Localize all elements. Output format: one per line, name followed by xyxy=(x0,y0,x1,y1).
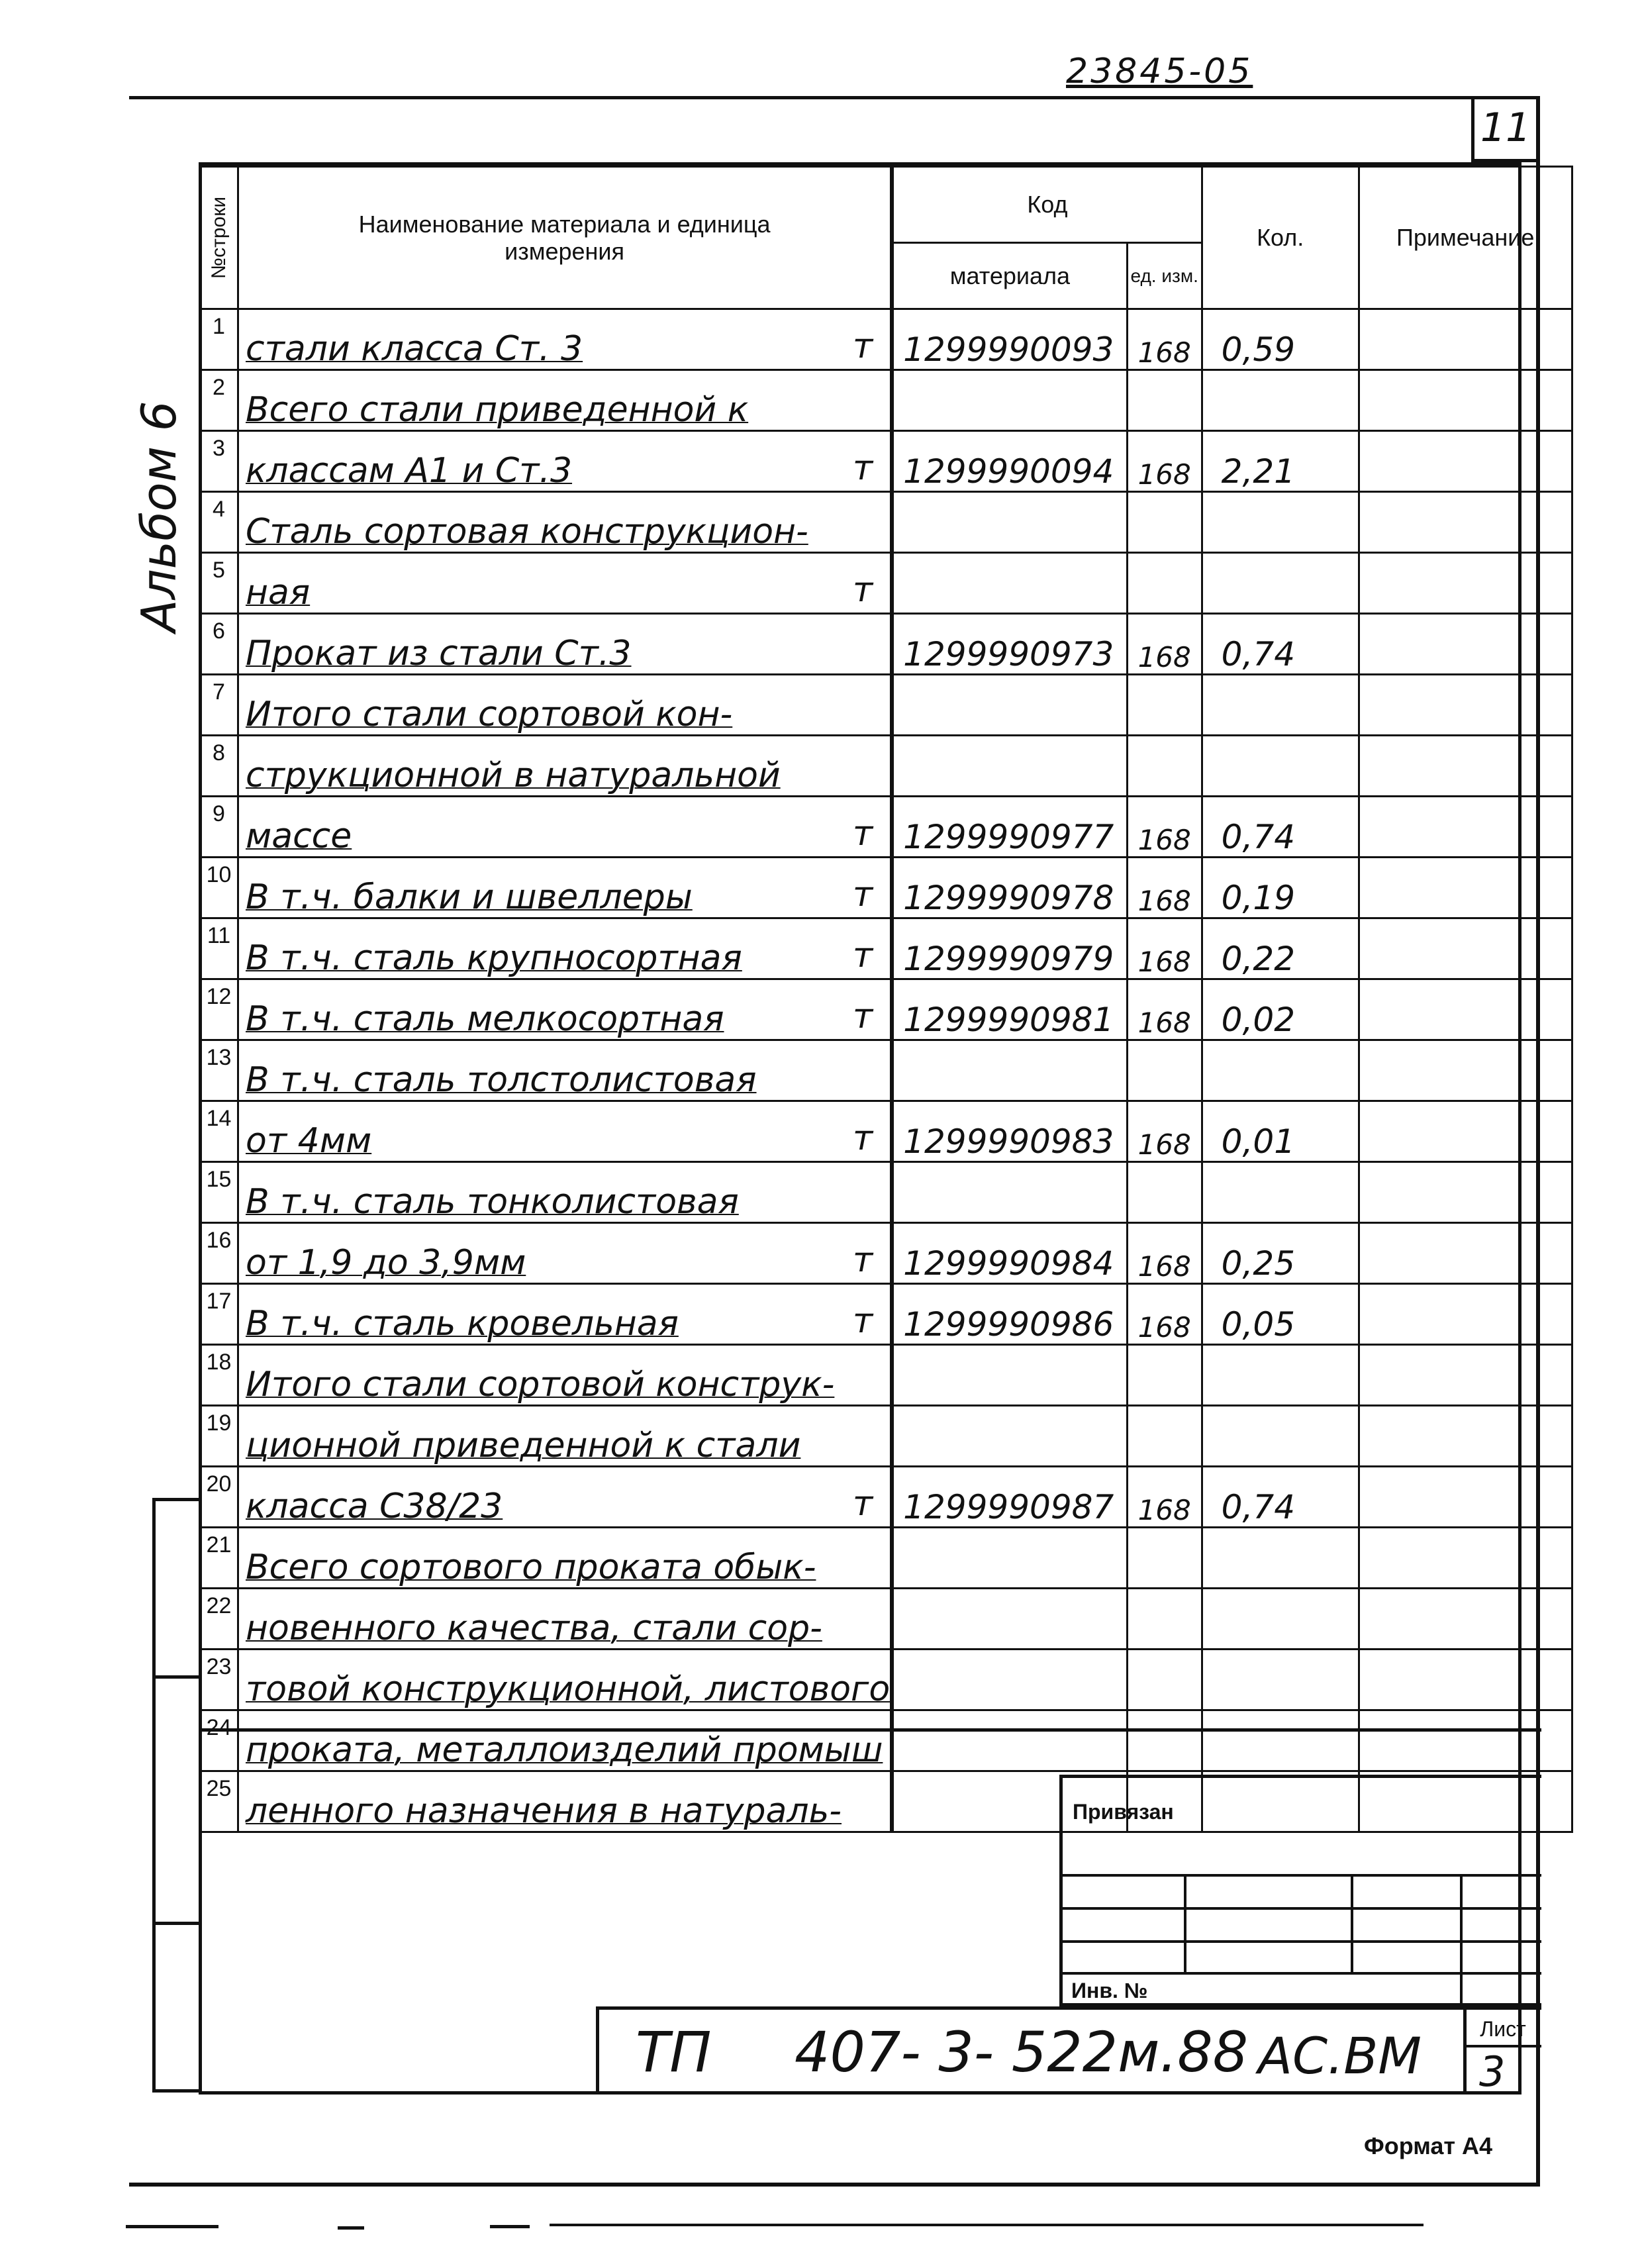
table-row xyxy=(200,492,1572,553)
quantity xyxy=(1202,370,1359,431)
row-number: 10 xyxy=(200,858,238,918)
header-unit: ед. изм. xyxy=(1127,243,1202,309)
note xyxy=(1359,797,1572,858)
unit-mark: т xyxy=(852,936,873,975)
side-strip-divider xyxy=(152,1922,200,1925)
note xyxy=(1359,1162,1572,1223)
row-number: 16 xyxy=(200,1223,238,1284)
material-name: Сталь сортовая конструкцион- xyxy=(238,492,893,553)
row-number: 13 xyxy=(200,1040,238,1101)
table-row xyxy=(200,1101,1572,1162)
header-name: Наименование материала и единица измерения xyxy=(238,167,893,309)
bottom-border xyxy=(129,2183,1540,2187)
sheet-number: 3 xyxy=(1479,2047,1506,2096)
note xyxy=(1359,431,1572,492)
material-code: 1299990977 xyxy=(892,797,1127,858)
stamp-line xyxy=(1059,1874,1541,1877)
table-row xyxy=(200,1223,1572,1284)
material-name: Всего сортового проката обык- xyxy=(238,1528,893,1589)
quantity: 0,74 xyxy=(1202,614,1359,675)
material-code xyxy=(892,1406,1127,1467)
unit-mark: т xyxy=(852,1118,873,1158)
note xyxy=(1359,614,1572,675)
format-label: Формат А4 xyxy=(1364,2132,1493,2159)
table-row xyxy=(200,1162,1572,1223)
row-number: 8 xyxy=(200,736,238,797)
table-row xyxy=(200,553,1572,614)
material-name: ленного назначения в натураль- xyxy=(238,1771,893,1832)
material-code: 1299990093 xyxy=(892,309,1127,370)
note xyxy=(1359,492,1572,553)
document-number: 23845-05 xyxy=(1066,52,1253,91)
table-row xyxy=(200,858,1572,918)
table-row xyxy=(200,431,1572,492)
row-number: 11 xyxy=(200,918,238,979)
unit-mark: т xyxy=(852,997,873,1036)
unit-mark: т xyxy=(852,814,873,854)
project-number: 407- 3- 522м.88 xyxy=(795,2020,1249,2085)
unit-mark: т xyxy=(852,448,873,488)
material-code xyxy=(892,553,1127,614)
material-name: Итого стали сортовой конструк- xyxy=(238,1345,893,1406)
material-name: В т.ч. балки и швеллеры т xyxy=(238,858,893,918)
note xyxy=(1359,553,1572,614)
quantity: 0,01 xyxy=(1202,1101,1359,1162)
project-prefix: ТП xyxy=(636,2020,712,2085)
row-number: 15 xyxy=(200,1162,238,1223)
row-number: 22 xyxy=(200,1589,238,1650)
material-code: 1299990973 xyxy=(892,614,1127,675)
material-name: ная т xyxy=(238,553,893,614)
row-number: 2 xyxy=(200,370,238,431)
bound-label: Привязан xyxy=(1073,1800,1174,1824)
header-material-code: материала xyxy=(892,243,1127,309)
quantity xyxy=(1202,736,1359,797)
table-row xyxy=(200,1528,1572,1589)
row-number: 5 xyxy=(200,553,238,614)
row-number: 20 xyxy=(200,1467,238,1528)
unit-code xyxy=(1127,1162,1202,1223)
row-number: 19 xyxy=(200,1406,238,1467)
materials-table xyxy=(199,166,1573,1833)
note xyxy=(1359,1467,1572,1528)
material-name: новенного качества, стали сор- xyxy=(238,1589,893,1650)
material-code xyxy=(892,1162,1127,1223)
quantity xyxy=(1202,675,1359,736)
unit-code xyxy=(1127,736,1202,797)
note xyxy=(1359,1406,1572,1467)
quantity: 0,74 xyxy=(1202,797,1359,858)
unit-code xyxy=(1127,1406,1202,1467)
top-border xyxy=(129,96,1539,99)
note xyxy=(1359,1650,1572,1710)
quantity xyxy=(1202,1650,1359,1710)
unit-code: 168 xyxy=(1127,614,1202,675)
material-name: В т.ч. сталь толстолистовая xyxy=(238,1040,893,1101)
material-name: массе т xyxy=(238,797,893,858)
row-number: 7 xyxy=(200,675,238,736)
note xyxy=(1359,309,1572,370)
stamp-line xyxy=(1351,1874,1353,1973)
material-name: проката, металлоизделий промыш xyxy=(238,1710,893,1771)
row-number: 24 xyxy=(200,1710,238,1771)
quantity xyxy=(1202,1406,1359,1467)
material-code: 1299990987 xyxy=(892,1467,1127,1528)
row-number: 21 xyxy=(200,1528,238,1589)
note xyxy=(1359,1101,1572,1162)
material-code: 1299990978 xyxy=(892,858,1127,918)
material-code xyxy=(892,1345,1127,1406)
table-row xyxy=(200,614,1572,675)
unit-code xyxy=(1127,1650,1202,1710)
stamp-line xyxy=(1059,1940,1541,1943)
stamp-line xyxy=(1059,1972,1541,1975)
material-name: В т.ч. сталь крупносортная т xyxy=(238,918,893,979)
unit-mark: т xyxy=(852,875,873,914)
material-code xyxy=(892,370,1127,431)
quantity xyxy=(1202,1528,1359,1589)
material-name: ционной приведенной к стали xyxy=(238,1406,893,1467)
material-name: классам А1 и Ст.3 т xyxy=(238,431,893,492)
material-code: 1299990981 xyxy=(892,979,1127,1040)
header-code: Код xyxy=(892,167,1202,243)
row-number: 12 xyxy=(200,979,238,1040)
note xyxy=(1359,1284,1572,1345)
material-code: 1299990984 xyxy=(892,1223,1127,1284)
table-row xyxy=(200,797,1572,858)
quantity xyxy=(1202,553,1359,614)
row-number: 23 xyxy=(200,1650,238,1710)
note xyxy=(1359,858,1572,918)
row-number: 17 xyxy=(200,1284,238,1345)
note xyxy=(1359,675,1572,736)
material-code: 1299990983 xyxy=(892,1101,1127,1162)
table-row xyxy=(200,1040,1572,1101)
row-number: 18 xyxy=(200,1345,238,1406)
sheet-label: Лист xyxy=(1480,2017,1526,2041)
note xyxy=(1359,1223,1572,1284)
unit-code: 168 xyxy=(1127,1467,1202,1528)
quantity: 0,02 xyxy=(1202,979,1359,1040)
unit-code xyxy=(1127,370,1202,431)
quantity: 2,21 xyxy=(1202,431,1359,492)
unit-mark: т xyxy=(852,1301,873,1341)
material-name: В т.ч. сталь мелкосортная т xyxy=(238,979,893,1040)
table-row xyxy=(200,1589,1572,1650)
header-note: Примечание xyxy=(1359,167,1572,309)
scan-mark xyxy=(490,2225,530,2228)
material-code xyxy=(892,1589,1127,1650)
quantity: 0,19 xyxy=(1202,858,1359,918)
quantity: 0,59 xyxy=(1202,309,1359,370)
quantity xyxy=(1202,1589,1359,1650)
table-row xyxy=(200,1406,1572,1467)
material-name: от 4мм т xyxy=(238,1101,893,1162)
material-name: стали класса Ст. 3 т xyxy=(238,309,893,370)
project-suffix: АС.ВМ xyxy=(1258,2026,1422,2085)
unit-mark: т xyxy=(852,570,873,610)
unit-code: 168 xyxy=(1127,918,1202,979)
scan-mark xyxy=(550,2224,1424,2226)
unit-code xyxy=(1127,675,1202,736)
stamp-line xyxy=(1460,1874,1463,2006)
stamp-line xyxy=(1059,1907,1541,1910)
unit-mark: т xyxy=(852,1484,873,1524)
side-strip xyxy=(152,1498,200,2093)
page-number: 11 xyxy=(1480,105,1531,151)
unit-code: 168 xyxy=(1127,797,1202,858)
material-name: от 1,9 до 3,9мм т xyxy=(238,1223,893,1284)
unit-code xyxy=(1127,553,1202,614)
material-code xyxy=(892,492,1127,553)
quantity: 0,25 xyxy=(1202,1223,1359,1284)
unit-mark: т xyxy=(852,326,873,366)
quantity xyxy=(1202,492,1359,553)
scan-mark xyxy=(126,2225,218,2228)
material-name: класса С38/23 т xyxy=(238,1467,893,1528)
unit-code: 168 xyxy=(1127,1101,1202,1162)
unit-code xyxy=(1127,1528,1202,1589)
material-code xyxy=(892,1040,1127,1101)
material-name: Всего стали приведенной к xyxy=(238,370,893,431)
table-row xyxy=(200,1650,1572,1710)
album-label: Альбом 6 xyxy=(131,401,187,632)
material-code xyxy=(892,736,1127,797)
material-name: товой конструкционной, листового xyxy=(238,1650,893,1710)
unit-code xyxy=(1127,1345,1202,1406)
row-number: 4 xyxy=(200,492,238,553)
unit-code xyxy=(1127,1040,1202,1101)
material-name: В т.ч. сталь тонколистовая xyxy=(238,1162,893,1223)
unit-code: 168 xyxy=(1127,1284,1202,1345)
material-code xyxy=(892,1710,1127,1771)
unit-mark: т xyxy=(852,1240,873,1280)
unit-code: 168 xyxy=(1127,309,1202,370)
header-quantity: Кол. xyxy=(1202,167,1359,309)
note xyxy=(1359,1345,1572,1406)
unit-code: 168 xyxy=(1127,1223,1202,1284)
table-row xyxy=(200,1467,1572,1528)
quantity xyxy=(1202,1162,1359,1223)
stamp-line xyxy=(1184,1874,1186,1973)
note xyxy=(1359,918,1572,979)
material-name: струкционной в натуральной xyxy=(238,736,893,797)
row-number: 14 xyxy=(200,1101,238,1162)
scan-mark xyxy=(338,2226,364,2230)
note xyxy=(1359,370,1572,431)
unit-code: 168 xyxy=(1127,431,1202,492)
header-row-number: №строки xyxy=(200,167,238,309)
note xyxy=(1359,1589,1572,1650)
table-row xyxy=(200,675,1572,736)
note xyxy=(1359,1710,1572,1771)
table-row xyxy=(200,370,1572,431)
quantity: 0,22 xyxy=(1202,918,1359,979)
unit-code xyxy=(1127,1589,1202,1650)
table-row xyxy=(200,1710,1572,1771)
inventory-number-label: Инв. № xyxy=(1071,1979,1148,2002)
unit-code: 168 xyxy=(1127,979,1202,1040)
row-number: 1 xyxy=(200,309,238,370)
quantity: 0,74 xyxy=(1202,1467,1359,1528)
quantity xyxy=(1202,1345,1359,1406)
table-row xyxy=(200,736,1572,797)
material-code xyxy=(892,1528,1127,1589)
row-number: 3 xyxy=(200,431,238,492)
table-row xyxy=(200,979,1572,1040)
material-code xyxy=(892,675,1127,736)
unit-code xyxy=(1127,492,1202,553)
row-number: 9 xyxy=(200,797,238,858)
note xyxy=(1359,1528,1572,1589)
unit-code: 168 xyxy=(1127,858,1202,918)
table-row xyxy=(200,1284,1572,1345)
quantity xyxy=(1202,1710,1359,1771)
material-name: В т.ч. сталь кровельная т xyxy=(238,1284,893,1345)
unit-code xyxy=(1127,1710,1202,1771)
note xyxy=(1359,979,1572,1040)
table-row xyxy=(200,918,1572,979)
row-number: 25 xyxy=(200,1771,238,1832)
note xyxy=(1359,1040,1572,1101)
table-row xyxy=(200,1345,1572,1406)
row-number: 6 xyxy=(200,614,238,675)
material-code: 1299990094 xyxy=(892,431,1127,492)
material-code xyxy=(892,1650,1127,1710)
quantity xyxy=(1202,1040,1359,1101)
material-code: 1299990979 xyxy=(892,918,1127,979)
table-row xyxy=(200,309,1572,370)
quantity: 0,05 xyxy=(1202,1284,1359,1345)
material-name: Итого стали сортовой кон- xyxy=(238,675,893,736)
side-strip-divider xyxy=(152,1675,200,1679)
material-name: Прокат из стали Ст.3 xyxy=(238,614,893,675)
material-code: 1299990986 xyxy=(892,1284,1127,1345)
note xyxy=(1359,736,1572,797)
